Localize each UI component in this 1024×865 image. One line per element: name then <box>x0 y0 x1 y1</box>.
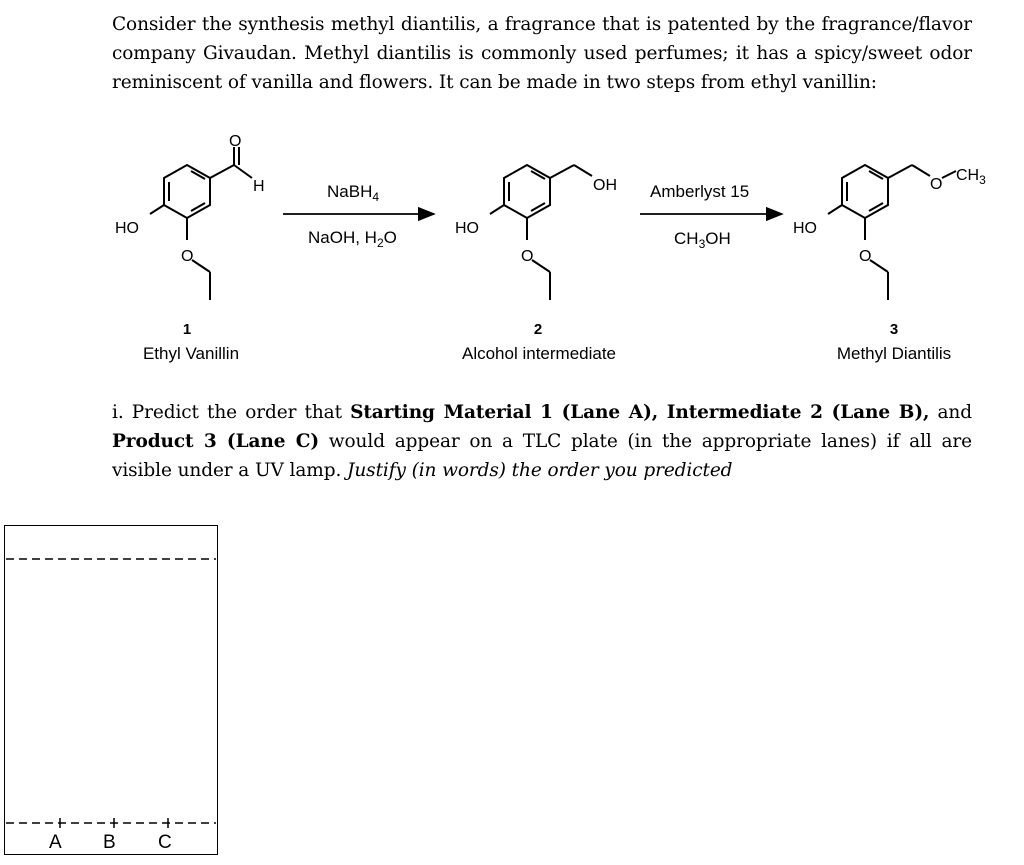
step2-reagent-bottom: $CH_3OH$ <box>674 229 731 251</box>
intro-paragraph: Consider the synthesis methyl diantilis, a fragrance that is patented by the fragrance/flavor company Givaudan. Methyl diantilis is commonly used perfumes; it has a spicy/sweet odor reminiscent of vanilla and flowers. It can be made in two steps from ethyl vanillin: <box>112 14 972 93</box>
tlc-plate <box>4 525 218 855</box>
compound-2-name: Alcohol intermediate <box>461 344 617 363</box>
compound-1-structure <box>150 147 252 300</box>
compound-1-name: Ethyl Vanillin <box>142 344 240 363</box>
question-starting-material: Starting Material 1 (Lane A), Intermediate 2 (Lane B), <box>350 402 930 423</box>
compound-3-ether-o: O <box>859 248 872 265</box>
compound-3-ch3: $CH_3$ <box>956 167 986 187</box>
compound-1-ho: HO <box>115 220 139 237</box>
compound-2-structure <box>490 165 592 300</box>
step1-reagent-top: NaBH$_4$ <box>327 182 380 204</box>
compound-1-aldehyde-h: H <box>253 178 265 195</box>
compound-3-number: 3 <box>889 321 899 338</box>
tlc-lane-a-label: A <box>49 832 62 853</box>
compound-2-oh: OH <box>593 177 617 194</box>
compound-2-ether-o: O <box>521 248 534 265</box>
compound-1-number: 1 <box>182 321 192 338</box>
compound-3-methyl-ether-o: O <box>930 176 943 193</box>
step2-reagent-top: Amberlyst 15 <box>650 182 750 201</box>
compound-2-ho: HO <box>455 220 479 237</box>
compound-1-ether-o: O <box>181 248 194 265</box>
question-justify: Justify (in words) the order you predicted <box>347 460 733 481</box>
tlc-lane-c-label: C <box>158 832 172 853</box>
question-paragraph <box>112 398 972 485</box>
compound-2-number: 2 <box>533 321 543 338</box>
question-middle: would appear on a TLC plate (in the appropriate lanes) if all are visible under a UV lamp. <box>112 431 972 481</box>
question-prefix: i. Predict the order that <box>112 402 351 423</box>
compound-1-carbonyl-o: O <box>229 133 242 150</box>
compound-3-ho: HO <box>793 220 817 237</box>
compound-3-name: Methyl Diantilis <box>836 344 952 363</box>
step1-reagent-bottom: NaOH, $H_2O$ <box>308 228 397 250</box>
tlc-lane-b-label: B <box>103 832 116 853</box>
question-product: Product 3 (Lane C) <box>112 431 320 452</box>
question-and: and <box>929 402 972 423</box>
